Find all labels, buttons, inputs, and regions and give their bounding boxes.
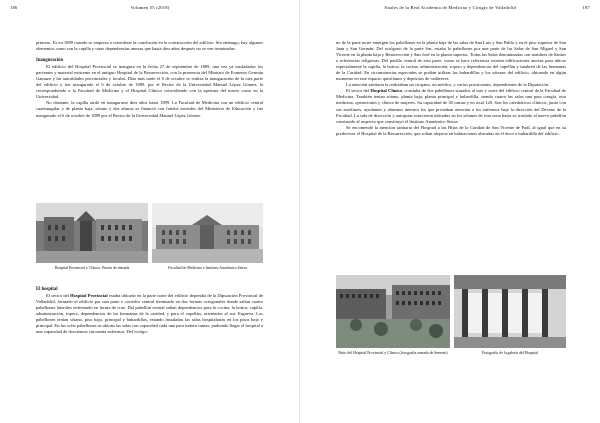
hospital-entrance-photo [36, 203, 148, 263]
text-column [336, 40, 566, 137]
paragraph-4: Se encomendó la atención sanitaria del Hospital a las Hijas de la Caridad de San Vicente de Paúl, al igual que en su predecesor el Hospital de la Resurrección, que solían alojarse en habitaciones ubicadas en el ático o buhardilla del edificio. [336, 124, 566, 136]
inauguracion-paragraph-2: No obstante, la capilla tardó en inaugurarse diez años hasta 1899. La Facultad de Medicina con un edificio central cuadrangular y de planta baja, sótano y dos alturas se financió con fondos estatales del Ministerio de Educación y fue inaugurado el 6 de octubre de 1889 por el Rector de la Universidad Manuel López Gómez. [36, 100, 263, 118]
text-column-bottom [36, 287, 263, 335]
photo-caption: Hospital Provincial y Clínico. Puerta de entrada [54, 266, 130, 270]
paragraph-1: no de la parte norte emergen los pabellones en la planta baja de las salas de San Luis y San Pablo y en el piso superior de San Juan y San Germán. Del octógono de la parte Sur, estaba lo pabellones por una parte de las Salas de San Miguel y San Vicente en la planta baja y Resurrección y San José en la planta superior. Todas las Salas denominadas con nombres de Santos o referencias religiosas. Del pasillo central de esta parte, como se hace referencia existen edificaciones anexas para ubicar especialmente la capilla, la botica, la cocina, administración, ropero y dependencias del capellán y también de las hermanas de la Caridad. En circunstancias especiales se podían utilizar las buhardillas y los sótanos del edificio, ubicando en algún momento en este espacio quirófanos y depósitos de cadáveres. [336, 40, 566, 82]
page-number: 186 [10, 5, 18, 10]
intro-paragraph: primero. Es en 1889 cuando se empieza a considerar la conclusión en la construcción del edificio. Sin embargo, hay algunos elementos como son la capilla y otras dependencias anexas que hasta diez años después no se ven terminadas. [36, 40, 263, 52]
hospital-paragraph: El sector del Hospital Provincial estaba ubicado en la parte norte del edificio dependía de la Diputación Provincial de Valladolid, formado el edificio por una parte o corredor central terminado en dos formas octogonales donde salían cuatro pabellones laterales enfrentado en forma de cruz. Del pabellón central salían dependencias para la cocina, la botica, capilla, administración, ropero, dependencias de las hermanas de la caridad, y para el capellán, orientados al sur. Esgueva. Los pabellones tenían sótano, piso bajo, principal y buhardillas, estando instaladas las salas hospitalarias en los pisos bajo y principal. En los ocho pabellones se ubican las salas con capacidad cada una para treinta camas, pudiendo llegar el hospital a una capacidad de doscientos cincuenta enfermos. Del octógo- [36, 293, 264, 335]
inauguracion-paragraph-1: El edificio del Hospital Provincial se inaugura en la fecha 27 de septiembre de 1889, una vez ya trasladados los pacientes y material existente en el antiguo Hospital de la Resurrección, con la presencia del Ministro de Fomento Germán Gamazo y las autoridades provinciales y locales. Días más tarde el 6 de octubre se realiza la inauguración de la otra parte del edificio y fue inaugurado el 6 de octubre de 1889, por el Rector de la Universidad Manuel López Gómez, la correspondiendo a la Facultad de Medicina y el Hospital Clínico coincidiendo con la apertura del nuevo curso en la Universidad. [36, 64, 263, 100]
page-number: 187 [582, 5, 590, 10]
gallery-photo [454, 275, 566, 348]
paragraph-3: El sector del Hospital Clínico, constaba de dos pabellones situados al este y oeste del edificio central de la Facultad de Medicina. También tenían sótano, planta baja, planta principal y buhardilla, siendo cuatro las salas una para cirugía, otra medicina, operaciones y clínica de mujeres. Su capacidad de 30 camas y en total 120. Son los catedráticos clínicos, junto con sus auxiliares, ayudantes y alumnos internos los que prestaban atención a los enfermos bajo la dirección del Decano de la Facultad. La sala de disección y autopsias estuvieron ubicadas en los sótanos de esta zona hasta su traslado al nuevo pabellón construido al respecto que constituyó el Instituto Anatómico Sierra. [336, 88, 566, 124]
right-page [300, 0, 600, 423]
running-title: Volumen 55 (2018) [130, 5, 170, 10]
section-heading-hospital: El hospital [36, 287, 58, 292]
faculty-medicine-photo [152, 203, 263, 263]
courtyard-photo [336, 275, 450, 348]
section-heading-inauguracion: Inauguración [36, 58, 64, 64]
photo-caption: Patio del Hospital Provincial y Clínico (fotografía tomada de Internet) [338, 351, 448, 355]
running-title: Anales de la Real Academia de Medicina y Cirugía de Valladolid [384, 5, 516, 10]
photo-caption: Facultad de Medicina e Instituto Anatómico Sierra [168, 266, 247, 270]
text-column-top [36, 40, 263, 119]
paragraph-2: La atención sanitaria la realizaban un cirujano, un médico, y varios practicantes, dependientes de la Diputación. [346, 82, 550, 88]
photo-caption: Fotografía de la galería del Hospital [481, 351, 539, 355]
